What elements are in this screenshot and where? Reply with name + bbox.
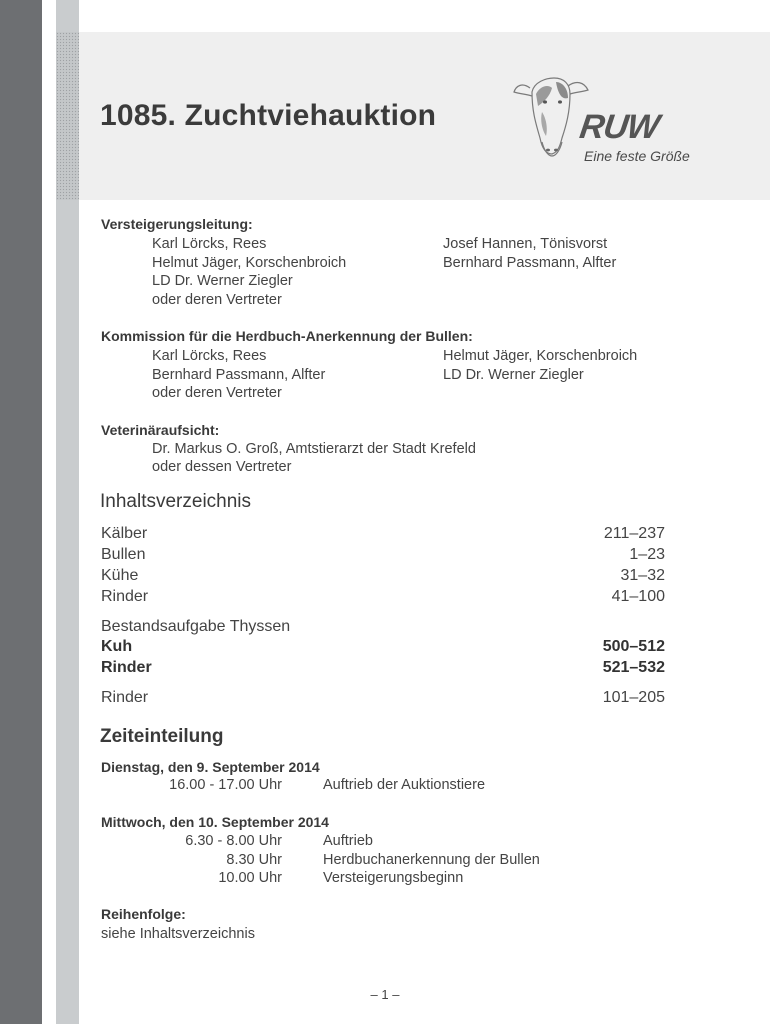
schedule-task: Auftrieb: [323, 833, 373, 849]
versteigerungsleitung-person: Karl Lörcks, Rees: [152, 236, 267, 252]
schedule-task: Herdbuchanerkennung der Bullen: [323, 852, 540, 868]
toc-row: [101, 567, 665, 585]
toc-special-name: Bestandsaufgabe Thyssen: [101, 618, 291, 635]
logo-wordmark: RUW: [577, 108, 661, 146]
toc-entry-name: Kuh: [101, 638, 133, 655]
veterinaer-note: oder dessen Vertreter: [152, 459, 292, 475]
schedule-task: Versteigerungsbeginn: [323, 870, 464, 886]
toc-row: [101, 659, 665, 677]
versteigerungsleitung-person: Bernhard Passmann, Alfter: [443, 255, 617, 271]
versteigerungsleitung-person: LD Dr. Werner Ziegler: [152, 273, 293, 289]
reihenfolge-text: siehe Inhaltsverzeichnis: [101, 926, 255, 942]
toc-entry-name: Rinder: [101, 689, 149, 706]
schedule-time: 16.00 - 17.00 Uhr: [169, 777, 282, 793]
schedule-time: 6.30 - 8.00 Uhr: [185, 833, 282, 849]
toc-entry-name: Kälber: [101, 525, 148, 542]
toc-entry-name: Bullen: [101, 546, 146, 563]
toc-row: [101, 525, 665, 543]
kommission-note: oder deren Vertreter: [152, 385, 282, 401]
kommission-person: LD Dr. Werner Ziegler: [443, 367, 584, 383]
schedule-heading: Zeiteinteilung: [100, 726, 224, 747]
toc-heading: Inhaltsverzeichnis: [100, 491, 252, 512]
ruw-logo: [512, 72, 730, 172]
schedule-time: 10.00 Uhr: [218, 870, 282, 886]
toc-row: [101, 689, 665, 707]
toc-entry-range: 500–512: [602, 638, 665, 655]
page-title: 1085. Zuchtviehauktion: [100, 99, 437, 132]
page-number: – 1 –: [370, 987, 400, 1002]
kommission-label: Kommission für die Herdbuch-Anerkennung der Bullen:: [101, 328, 473, 344]
reihenfolge-label: Reihenfolge:: [101, 906, 186, 922]
versteigerungsleitung-label: Versteigerungsleitung:: [101, 216, 253, 232]
schedule-task: Auftrieb der Auktionstiere: [323, 777, 486, 793]
kommission-person: Bernhard Passmann, Alfter: [152, 367, 326, 383]
left-dotted-pattern: [56, 32, 79, 200]
veterinaer-person: Dr. Markus O. Groß, Amtstierarzt der Stadt Krefeld: [152, 441, 476, 457]
toc-row: [101, 588, 665, 606]
toc-entry-range: 521–532: [602, 659, 665, 676]
versteigerungsleitung-note: oder deren Vertreter: [152, 292, 282, 308]
toc-special-label: [101, 618, 665, 636]
toc-entry-range: 101–205: [602, 689, 665, 706]
logo-tagline: Eine feste Größe: [584, 148, 690, 164]
versteigerungsleitung-person: Helmut Jäger, Korschenbroich: [152, 255, 347, 271]
toc-entry-range: 31–32: [620, 567, 665, 584]
toc-entry-name: Rinder: [101, 588, 149, 605]
schedule-time: 8.30 Uhr: [226, 852, 282, 868]
veterinaer-label: Veterinäraufsicht:: [101, 422, 220, 438]
left-dark-bar: [0, 0, 42, 1024]
toc-row: [101, 546, 665, 564]
day2-label: Mittwoch, den 10. September 2014: [101, 814, 329, 830]
kommission-person: Helmut Jäger, Korschenbroich: [443, 348, 638, 364]
versteigerungsleitung-person: Josef Hannen, Tönisvorst: [443, 236, 608, 252]
kommission-person: Karl Lörcks, Rees: [152, 348, 267, 364]
toc-entry-range: 1–23: [629, 546, 665, 563]
toc-entry-name: Rinder: [101, 659, 152, 676]
toc-entry-name: Kühe: [101, 567, 139, 584]
toc-row: [101, 638, 665, 656]
toc-entry-range: 211–237: [603, 525, 665, 542]
day1-label: Dienstag, den 9. September 2014: [101, 759, 320, 775]
toc-entry-range: 41–100: [611, 588, 665, 605]
